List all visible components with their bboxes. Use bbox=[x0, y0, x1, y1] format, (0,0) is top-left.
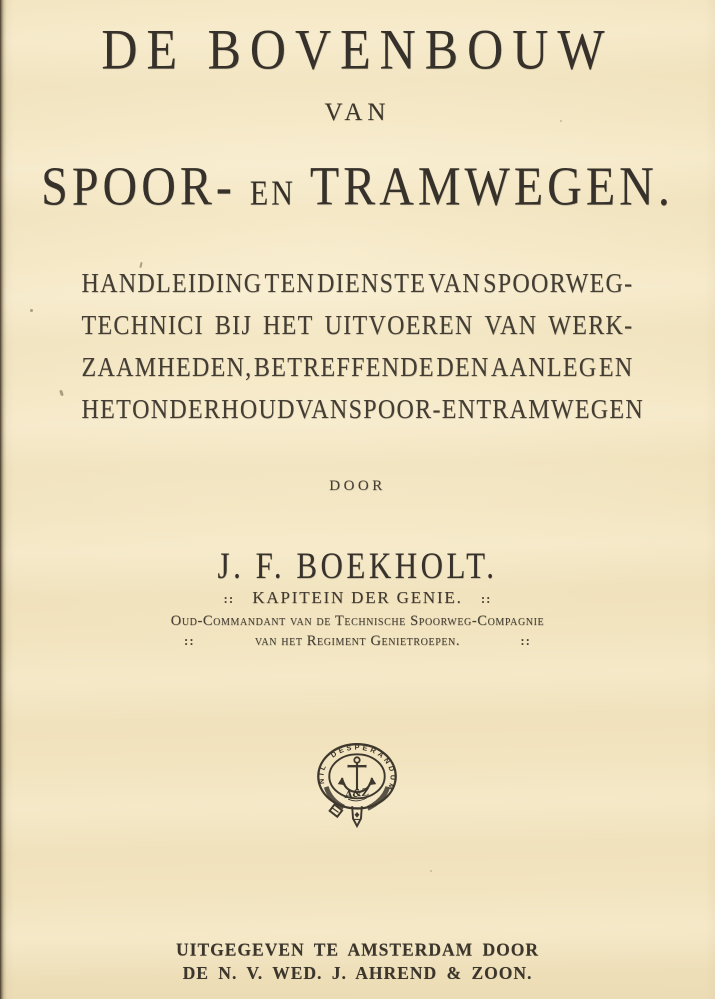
title-word-spoor: SPOOR- bbox=[41, 156, 236, 217]
title-word-en: EN bbox=[249, 174, 296, 213]
author-rank: KAPITEIN DER GENIE. bbox=[252, 588, 463, 607]
ornament-colon-mark: :: bbox=[480, 591, 492, 606]
author-credential-line2: van het Regiment Genietroepen. bbox=[254, 633, 461, 649]
ornament-colon-mark: :: bbox=[223, 591, 235, 606]
author-credential-row2 bbox=[0, 633, 715, 650]
subtitle-word: UITVOEREN bbox=[324, 310, 474, 342]
subtitle-line-4 bbox=[81, 394, 645, 426]
publisher-emblem bbox=[313, 741, 401, 831]
subtitle-word: AANLEG bbox=[491, 352, 598, 384]
imprint-line1: UITGEGEVEN TE AMSTERDAM DOOR bbox=[176, 938, 539, 960]
subtitle-word: ONDERHOUD bbox=[132, 394, 296, 426]
subtitle-word: WERK- bbox=[548, 310, 634, 342]
paper-speck bbox=[430, 870, 432, 872]
author-credential-line1: Oud-Commandant van de Technische Spoorweg-Compagnie bbox=[170, 613, 545, 629]
subtitle-word: TRAMWEGEN bbox=[476, 394, 645, 426]
emblem-motto-text: NIL DESPERANDUM bbox=[316, 742, 398, 794]
emblem-monogram: A&Z bbox=[344, 786, 370, 802]
subtitle-lines bbox=[81, 268, 645, 426]
subtitle-word: HET bbox=[263, 310, 314, 342]
subtitle-word: DIENSTE bbox=[317, 268, 427, 300]
scan-left-edge bbox=[0, 0, 7, 999]
title-connector: VAN bbox=[324, 99, 391, 126]
subtitle-word: EN bbox=[441, 394, 477, 426]
subtitle-block bbox=[0, 268, 715, 426]
author-name: J. F. BOEKHOLT. bbox=[217, 544, 498, 587]
subtitle-word: TEN bbox=[264, 268, 316, 300]
subtitle-word: HANDLEIDING bbox=[81, 268, 263, 300]
subtitle-word: BETREFFENDE bbox=[253, 352, 435, 384]
imprint-line2: DE N. V. WED. J. AHREND & ZOON. bbox=[182, 961, 533, 983]
imprint-block bbox=[0, 939, 715, 984]
paper-speck bbox=[139, 262, 142, 268]
subtitle-word: DEN bbox=[436, 352, 490, 384]
subtitle-line-3 bbox=[82, 354, 634, 382]
byline-door-label: DOOR bbox=[329, 478, 386, 494]
subtitle-word: VAN bbox=[428, 268, 482, 300]
author-rank-row bbox=[0, 588, 715, 608]
subtitle-word: VAN bbox=[295, 394, 349, 426]
book-title-line2 bbox=[0, 155, 715, 218]
subtitle-word: HET bbox=[81, 394, 133, 426]
ornament-colon-mark: :: bbox=[520, 633, 531, 648]
subtitle-word: SPOORWEG- bbox=[483, 268, 634, 300]
subtitle-word: EN bbox=[598, 352, 634, 384]
book-title-line1: DE BOVENBOUW bbox=[101, 16, 614, 82]
subtitle-word: VAN bbox=[484, 310, 538, 342]
subtitle-word: SPOOR- bbox=[348, 394, 442, 426]
subtitle-line-2 bbox=[82, 312, 634, 340]
ornament-colon-mark: :: bbox=[184, 633, 195, 648]
title-word-tramwegen: TRAMWEGEN. bbox=[309, 156, 674, 217]
subtitle-word: TECHNICI bbox=[81, 310, 204, 342]
subtitle-word: BIJ bbox=[214, 310, 253, 342]
subtitle-line-1 bbox=[82, 270, 634, 298]
subtitle-word: ZAAMHEDEN, bbox=[81, 352, 253, 384]
